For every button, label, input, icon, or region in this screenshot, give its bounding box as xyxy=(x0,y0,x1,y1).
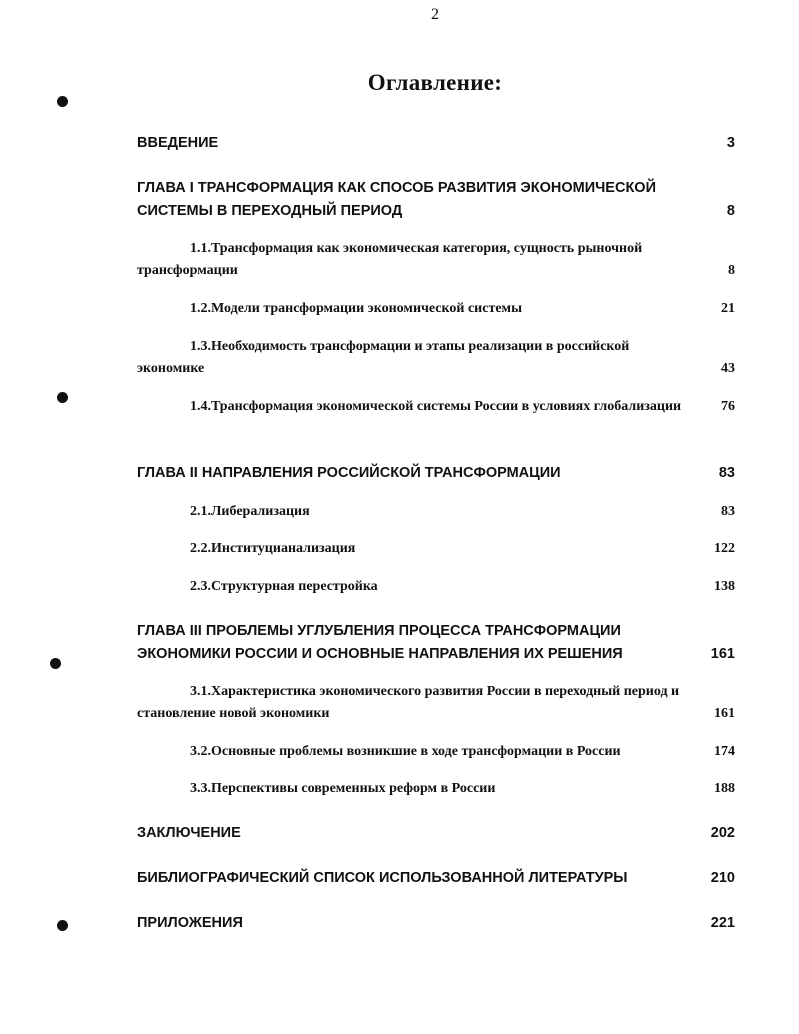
toc-entry-title: 1.1.Трансформация как экономическая категория, сущность рыночной трансформации xyxy=(137,241,643,278)
toc-entry-title: 1.3.Необходимость трансформации и этапы реализации в российской экономике xyxy=(137,339,630,376)
toc-entry-chapter-2[interactable] xyxy=(137,462,735,485)
punch-hole-mark xyxy=(57,392,68,403)
toc-entry-page: 76 xyxy=(721,399,735,414)
toc-entry-title: ЗАКЛЮЧЕНИЕ xyxy=(137,825,241,841)
toc-entry-section-2-1[interactable] xyxy=(137,501,735,523)
toc-title: Оглавление: xyxy=(367,70,503,95)
toc-entry-page: 161 xyxy=(714,706,735,721)
toc-entry-page: 188 xyxy=(714,781,735,796)
toc-entry-title: 1.2.Модели трансформации экономической системы xyxy=(190,301,523,316)
toc-entry-title: ГЛАВА II НАПРАВЛЕНИЯ РОССИЙСКОЙ ТРАНСФОРМАЦИИ xyxy=(137,465,561,481)
toc-entry-title: ВВЕДЕНИЕ xyxy=(137,135,219,151)
toc-entry-page: 3 xyxy=(726,135,735,151)
page-number: 2 xyxy=(431,6,439,23)
toc-entry-page: 138 xyxy=(714,579,735,594)
toc-entry-section-3-3[interactable] xyxy=(137,778,735,800)
toc-entry-introduction[interactable] xyxy=(137,132,735,155)
toc-entry-title: 2.3.Структурная перестройка xyxy=(190,579,378,594)
punch-hole-mark xyxy=(57,96,68,107)
toc-entry-page: 122 xyxy=(714,541,735,556)
toc-entry-bibliography[interactable] xyxy=(137,867,735,890)
toc-entry-conclusion[interactable] xyxy=(137,822,735,845)
toc-entry-section-1-1[interactable] xyxy=(137,238,735,282)
toc-entry-title: 3.1.Характеристика экономического развития России в переходный период и становление новой экономики xyxy=(137,684,680,721)
toc-entry-page: 210 xyxy=(710,870,735,886)
punch-hole-mark xyxy=(50,658,61,669)
toc-entry-title: ГЛАВА III ПРОБЛЕМЫ УГЛУБЛЕНИЯ ПРОЦЕССА ТРАНСФОРМАЦИИ ЭКОНОМИКИ РОССИИ И ОСНОВНЫЕ НАПРАВЛЕНИЯ ИХ РЕШЕНИЯ xyxy=(137,623,623,662)
toc-entry-section-1-2[interactable] xyxy=(137,298,735,320)
toc-entry-chapter-3[interactable] xyxy=(137,620,735,666)
toc-entry-title: БИБЛИОГРАФИЧЕСКИЙ СПИСОК ИСПОЛЬЗОВАННОЙ ЛИТЕРАТУРЫ xyxy=(137,870,628,886)
toc-entry-page: 83 xyxy=(721,504,735,519)
toc-entry-appendices[interactable] xyxy=(137,912,735,935)
toc-entry-chapter-1[interactable] xyxy=(137,177,735,223)
toc-entry-title: 2.2.Институцианализация xyxy=(190,541,356,556)
toc-entry-title: 2.1.Либерализация xyxy=(190,504,310,519)
toc-entry-section-1-4[interactable] xyxy=(137,396,735,418)
toc-entry-page: 8 xyxy=(728,263,735,278)
toc-entry-section-3-2[interactable] xyxy=(137,741,735,763)
toc-entry-title: 1.4.Трансформация экономической системы России в условиях глобализации xyxy=(190,399,682,414)
toc-entry-section-3-1[interactable] xyxy=(137,681,735,725)
toc-entry-section-1-3[interactable] xyxy=(137,336,735,380)
toc-entry-page: 83 xyxy=(718,465,735,481)
toc-entry-title: 3.2.Основные проблемы возникшие в ходе трансформации в России xyxy=(190,744,621,759)
toc-entry-page: 43 xyxy=(721,361,735,376)
punch-hole-mark xyxy=(57,920,68,931)
toc-entry-page: 8 xyxy=(726,203,735,219)
toc-entry-page: 202 xyxy=(710,825,735,841)
toc-entry-title: ГЛАВА I ТРАНСФОРМАЦИЯ КАК СПОСОБ РАЗВИТИЯ ЭКОНОМИЧЕСКОЙ СИСТЕМЫ В ПЕРЕХОДНЫЙ ПЕРИОД xyxy=(137,180,656,219)
toc-entry-page: 21 xyxy=(721,301,735,316)
toc-entry-page: 174 xyxy=(714,744,735,759)
toc-entry-page: 161 xyxy=(710,646,735,662)
toc-entry-title: 3.3.Перспективы современных реформ в России xyxy=(190,781,496,796)
toc-entry-title: ПРИЛОЖЕНИЯ xyxy=(137,915,243,931)
toc-entry-section-2-3[interactable] xyxy=(137,576,735,598)
toc-entry-page: 221 xyxy=(710,915,735,931)
toc-entry-section-2-2[interactable] xyxy=(137,538,735,560)
